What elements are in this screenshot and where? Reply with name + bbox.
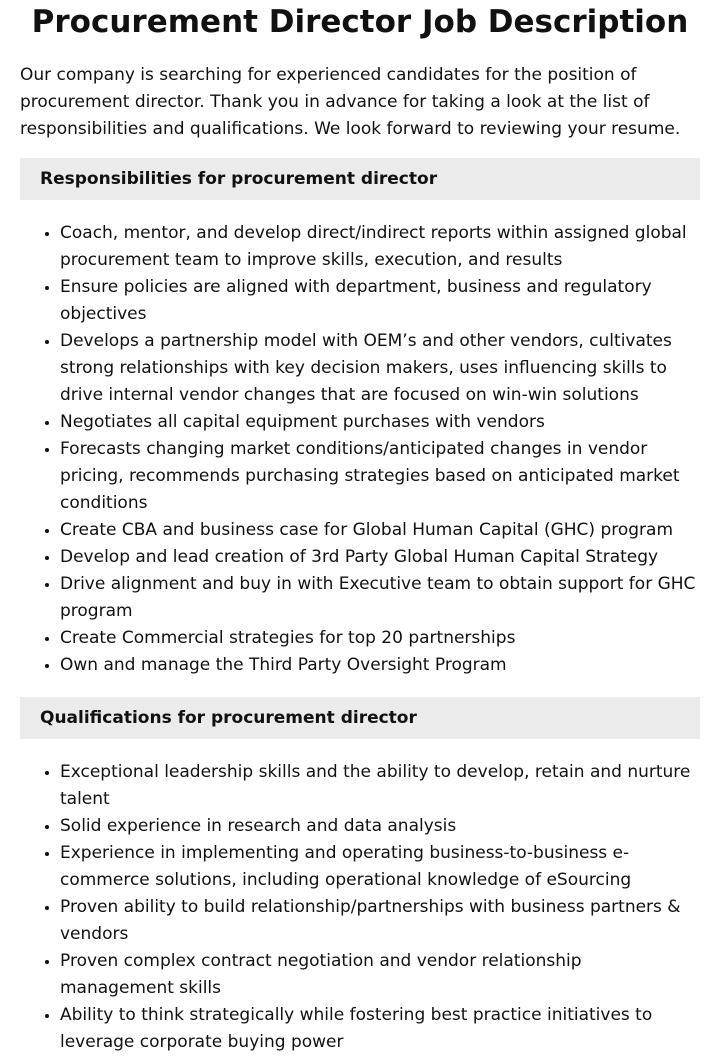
intro-paragraph: Our company is searching for experienced candidates for the position of procurement director. Thank you in advance for taking a look at the list of responsibilities and qualifications. We look forward to reviewing your resume. <box>20 65 681 139</box>
responsibility-item: • Forecasts changing market conditions/anticipated changes in vendor pricing, recommends purchasing strategies based on anticipated market conditions <box>60 436 700 517</box>
responsibility-item: • Drive alignment and buy in with Executive team to obtain support for GHC program <box>60 571 700 625</box>
page-title: Procurement Director Job Description <box>31 4 689 40</box>
responsibilities-list <box>20 220 700 679</box>
responsibility-item: • Create Commercial strategies for top 20 partnerships <box>60 625 700 652</box>
qualifications-heading: Qualifications for procurement director <box>20 697 700 739</box>
responsibilities-heading: Responsibilities for procurement director <box>20 158 700 200</box>
qualification-item: • Ability to think strategically while fostering best practice initiatives to leverage corporate buying power <box>60 1002 700 1056</box>
responsibility-item: • Own and manage the Third Party Oversight Program <box>60 652 700 679</box>
qualifications-list <box>20 759 700 1056</box>
qualification-item: • Solid experience in research and data analysis <box>60 813 700 840</box>
responsibility-item: • Develop and lead creation of 3rd Party Global Human Capital Strategy <box>60 544 700 571</box>
responsibility-item: • Negotiates all capital equipment purchases with vendors <box>60 409 700 436</box>
qualification-item: • Exceptional leadership skills and the ability to develop, retain and nurture talent <box>60 759 700 813</box>
qualification-item: • Proven ability to build relationship/partnerships with business partners & vendors <box>60 894 700 948</box>
qualification-item: • Experience in implementing and operating business-to-business e-commerce solutions, including operational knowledge of eSourcing <box>60 840 700 894</box>
responsibility-item: • Develops a partnership model with OEM’s and other vendors, cultivates strong relationships with key decision makers, uses influencing skills to drive internal vendor changes that are focused on win-win solutions <box>60 328 700 409</box>
responsibility-item: • Ensure policies are aligned with department, business and regulatory objectives <box>60 274 700 328</box>
responsibility-item: • Create CBA and business case for Global Human Capital (GHC) program <box>60 517 700 544</box>
qualification-item: • Proven complex contract negotiation and vendor relationship management skills <box>60 948 700 1002</box>
responsibility-item: • Coach, mentor, and develop direct/indirect reports within assigned global procurement team to improve skills, execution, and results <box>60 220 700 274</box>
